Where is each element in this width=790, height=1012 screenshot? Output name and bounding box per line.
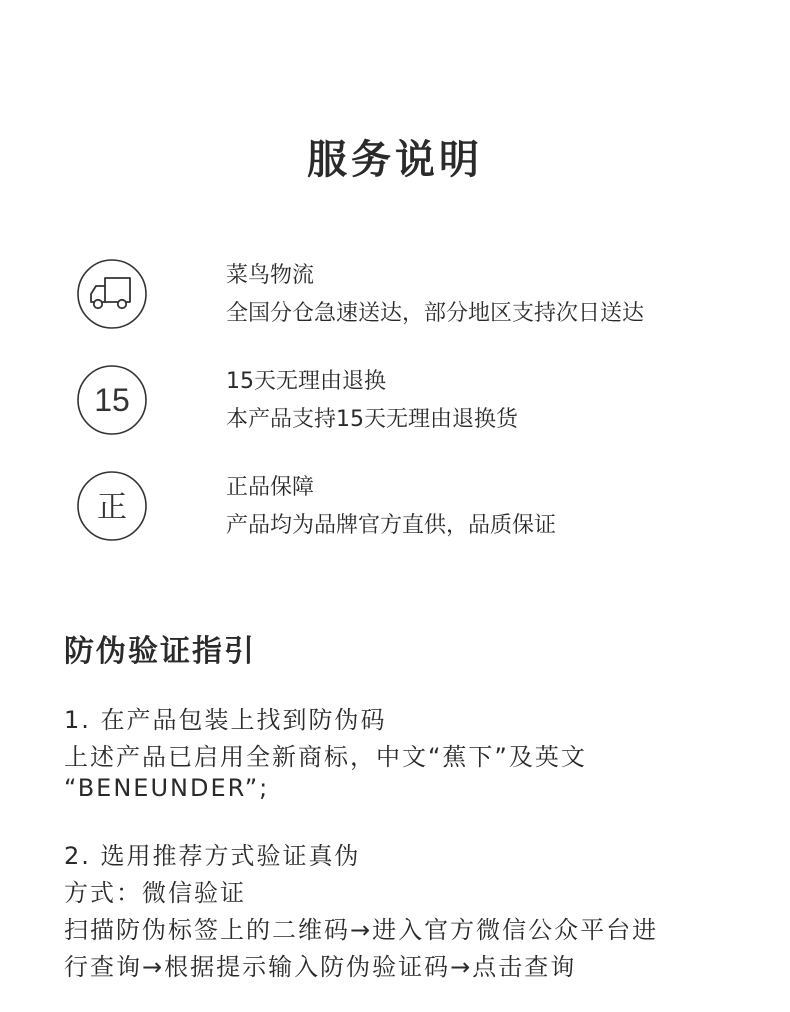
number-15-icon — [76, 364, 148, 436]
authentic-icon — [76, 470, 148, 542]
guide-step2-line: 扫描防伪标签上的二维码→进入官方微信公众平台进 — [64, 916, 659, 944]
service-title: 正品保障 — [226, 475, 315, 500]
service-item-logistics — [0, 258, 790, 348]
service-desc: 产品均为品牌官方直供，品质保证 — [226, 513, 557, 538]
service-desc: 全国分仓急速送达，部分地区支持次日送达 — [226, 301, 645, 326]
guide-step1-line: “BENEUNDER”; — [64, 774, 270, 802]
service-title: 15天无理由退换 — [226, 369, 386, 394]
guide-title: 防伪验证指引 — [64, 634, 256, 669]
guide-step1-heading: 1. 在产品包装上找到防伪码 — [64, 706, 387, 734]
guide-step2-heading: 2. 选用推荐方式验证真伪 — [64, 842, 361, 870]
truck-icon — [76, 258, 148, 330]
icon-label-15: 15 — [94, 382, 130, 418]
guide-step2-method: 方式：微信验证 — [64, 879, 246, 907]
icon-label-zheng: 正 — [97, 490, 127, 525]
page-title: 服务说明 — [307, 137, 483, 183]
service-desc: 本产品支持15天无理由退换货 — [226, 407, 518, 432]
service-title: 菜鸟物流 — [226, 263, 315, 288]
guide-step2-line: 行查询→根据提示输入防伪验证码→点击查询 — [64, 953, 577, 981]
service-item-returns — [0, 364, 790, 454]
guide-step1-line: 上述产品已启用全新商标，中文“蕉下”及英文 — [64, 743, 587, 771]
service-item-authentic — [0, 470, 790, 560]
